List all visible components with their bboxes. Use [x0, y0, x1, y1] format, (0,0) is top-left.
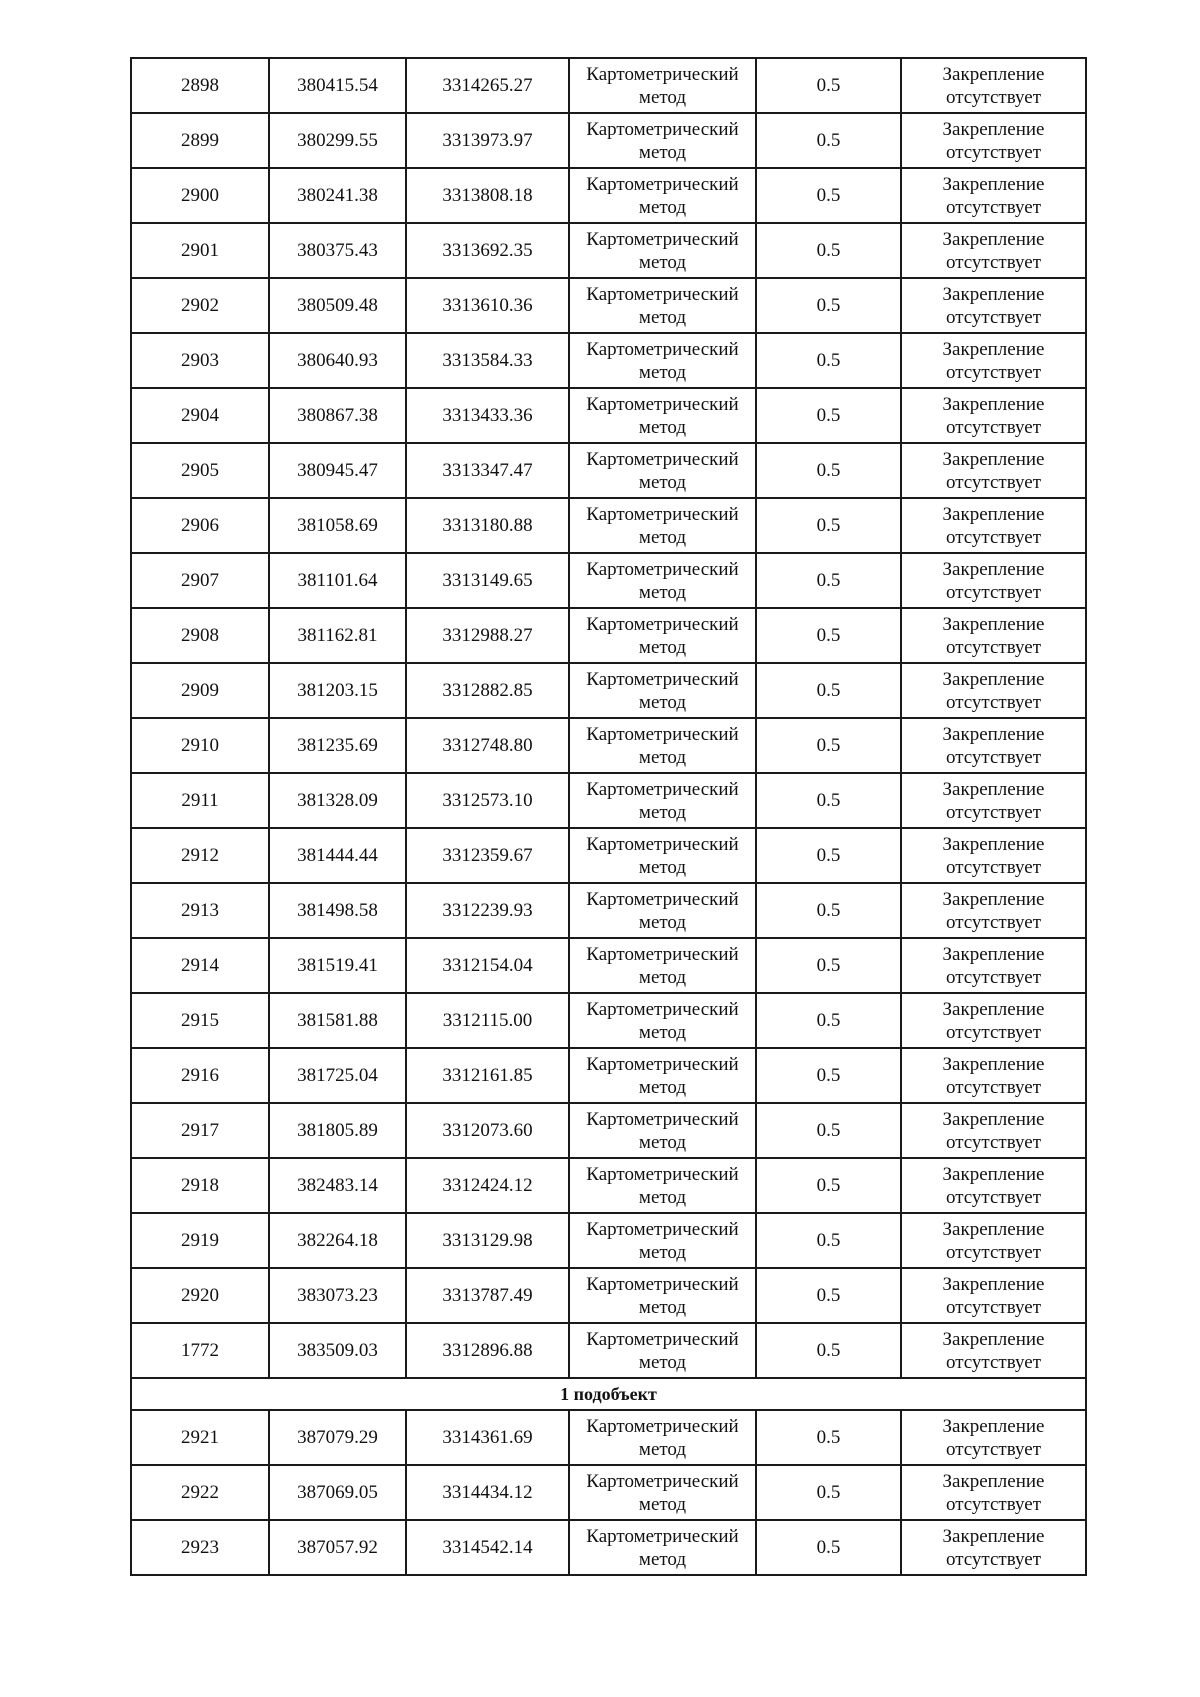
- point-number-cell: 2917: [131, 1103, 269, 1158]
- x-coordinate-cell: 381498.58: [269, 883, 406, 938]
- method-cell: Картометрический метод: [569, 1158, 756, 1213]
- y-coordinate-cell: 3312896.88: [406, 1323, 569, 1378]
- y-coordinate-cell: 3312988.27: [406, 608, 569, 663]
- fixing-cell: Закрепление отсутствует: [901, 168, 1086, 223]
- point-number-cell: 2923: [131, 1520, 269, 1575]
- accuracy-cell: 0.5: [756, 1410, 901, 1465]
- table-row: [131, 1465, 1086, 1520]
- x-coordinate-cell: 381101.64: [269, 553, 406, 608]
- accuracy-cell: 0.5: [756, 883, 901, 938]
- x-coordinate-cell: 381162.81: [269, 608, 406, 663]
- fixing-cell: Закрепление отсутствует: [901, 553, 1086, 608]
- method-cell: Картометрический метод: [569, 773, 756, 828]
- method-cell: Картометрический метод: [569, 1103, 756, 1158]
- table-row: [131, 278, 1086, 333]
- fixing-cell: Закрепление отсутствует: [901, 1268, 1086, 1323]
- x-coordinate-cell: 381725.04: [269, 1048, 406, 1103]
- method-cell: Картометрический метод: [569, 718, 756, 773]
- point-number-cell: 2904: [131, 388, 269, 443]
- y-coordinate-cell: 3313180.88: [406, 498, 569, 553]
- point-number-cell: 2922: [131, 1465, 269, 1520]
- accuracy-cell: 0.5: [756, 1323, 901, 1378]
- y-coordinate-cell: 3312154.04: [406, 938, 569, 993]
- fixing-cell: Закрепление отсутствует: [901, 773, 1086, 828]
- point-number-cell: 2902: [131, 278, 269, 333]
- accuracy-cell: 0.5: [756, 58, 901, 113]
- y-coordinate-cell: 3313129.98: [406, 1213, 569, 1268]
- method-cell: Картометрический метод: [569, 168, 756, 223]
- table-row: [131, 1103, 1086, 1158]
- y-coordinate-cell: 3312359.67: [406, 828, 569, 883]
- x-coordinate-cell: 387057.92: [269, 1520, 406, 1575]
- fixing-cell: Закрепление отсутствует: [901, 498, 1086, 553]
- fixing-cell: Закрепление отсутствует: [901, 1158, 1086, 1213]
- y-coordinate-cell: 3314434.12: [406, 1465, 569, 1520]
- y-coordinate-cell: 3312115.00: [406, 993, 569, 1048]
- y-coordinate-cell: 3313610.36: [406, 278, 569, 333]
- fixing-cell: Закрепление отсутствует: [901, 608, 1086, 663]
- accuracy-cell: 0.5: [756, 828, 901, 883]
- y-coordinate-cell: 3312073.60: [406, 1103, 569, 1158]
- x-coordinate-cell: 380867.38: [269, 388, 406, 443]
- fixing-cell: Закрепление отсутствует: [901, 1410, 1086, 1465]
- y-coordinate-cell: 3312239.93: [406, 883, 569, 938]
- accuracy-cell: 0.5: [756, 993, 901, 1048]
- section-row: [131, 1378, 1086, 1410]
- fixing-cell: Закрепление отсутствует: [901, 333, 1086, 388]
- fixing-cell: Закрепление отсутствует: [901, 663, 1086, 718]
- accuracy-cell: 0.5: [756, 278, 901, 333]
- table-row: [131, 388, 1086, 443]
- fixing-cell: Закрепление отсутствует: [901, 223, 1086, 278]
- table-row: [131, 1268, 1086, 1323]
- table-row: [131, 718, 1086, 773]
- point-number-cell: 2920: [131, 1268, 269, 1323]
- accuracy-cell: 0.5: [756, 1520, 901, 1575]
- table-row: [131, 333, 1086, 388]
- table-row: [131, 443, 1086, 498]
- method-cell: Картометрический метод: [569, 443, 756, 498]
- x-coordinate-cell: 383509.03: [269, 1323, 406, 1378]
- fixing-cell: Закрепление отсутствует: [901, 1465, 1086, 1520]
- point-number-cell: 2905: [131, 443, 269, 498]
- x-coordinate-cell: 381444.44: [269, 828, 406, 883]
- fixing-cell: Закрепление отсутствует: [901, 1048, 1086, 1103]
- accuracy-cell: 0.5: [756, 443, 901, 498]
- coordinates-table: [130, 57, 1087, 1576]
- point-number-cell: 2919: [131, 1213, 269, 1268]
- table-row: [131, 553, 1086, 608]
- method-cell: Картометрический метод: [569, 58, 756, 113]
- accuracy-cell: 0.5: [756, 333, 901, 388]
- accuracy-cell: 0.5: [756, 1103, 901, 1158]
- accuracy-cell: 0.5: [756, 1048, 901, 1103]
- fixing-cell: Закрепление отсутствует: [901, 718, 1086, 773]
- section-title: 1 подобъект: [131, 1378, 1086, 1410]
- fixing-cell: Закрепление отсутствует: [901, 828, 1086, 883]
- x-coordinate-cell: 380299.55: [269, 113, 406, 168]
- point-number-cell: 2901: [131, 223, 269, 278]
- method-cell: Картометрический метод: [569, 608, 756, 663]
- x-coordinate-cell: 381235.69: [269, 718, 406, 773]
- point-number-cell: 2909: [131, 663, 269, 718]
- y-coordinate-cell: 3313787.49: [406, 1268, 569, 1323]
- accuracy-cell: 0.5: [756, 1465, 901, 1520]
- table-row: [131, 1520, 1086, 1575]
- table-row: [131, 168, 1086, 223]
- accuracy-cell: 0.5: [756, 663, 901, 718]
- accuracy-cell: 0.5: [756, 113, 901, 168]
- accuracy-cell: 0.5: [756, 773, 901, 828]
- x-coordinate-cell: 381581.88: [269, 993, 406, 1048]
- point-number-cell: 2916: [131, 1048, 269, 1103]
- point-number-cell: 2921: [131, 1410, 269, 1465]
- method-cell: Картометрический метод: [569, 1465, 756, 1520]
- point-number-cell: 2899: [131, 113, 269, 168]
- table-row: [131, 663, 1086, 718]
- method-cell: Картометрический метод: [569, 498, 756, 553]
- x-coordinate-cell: 380945.47: [269, 443, 406, 498]
- fixing-cell: Закрепление отсутствует: [901, 938, 1086, 993]
- fixing-cell: Закрепление отсутствует: [901, 388, 1086, 443]
- point-number-cell: 2903: [131, 333, 269, 388]
- method-cell: Картометрический метод: [569, 333, 756, 388]
- x-coordinate-cell: 387069.05: [269, 1465, 406, 1520]
- point-number-cell: 2918: [131, 1158, 269, 1213]
- accuracy-cell: 0.5: [756, 498, 901, 553]
- fixing-cell: Закрепление отсутствует: [901, 1323, 1086, 1378]
- method-cell: Картометрический метод: [569, 388, 756, 443]
- method-cell: Картометрический метод: [569, 828, 756, 883]
- table-row: [131, 498, 1086, 553]
- x-coordinate-cell: 381203.15: [269, 663, 406, 718]
- accuracy-cell: 0.5: [756, 1158, 901, 1213]
- method-cell: Картометрический метод: [569, 553, 756, 608]
- accuracy-cell: 0.5: [756, 718, 901, 773]
- x-coordinate-cell: 381805.89: [269, 1103, 406, 1158]
- fixing-cell: Закрепление отсутствует: [901, 1520, 1086, 1575]
- fixing-cell: Закрепление отсутствует: [901, 1103, 1086, 1158]
- y-coordinate-cell: 3312748.80: [406, 718, 569, 773]
- point-number-cell: 2914: [131, 938, 269, 993]
- fixing-cell: Закрепление отсутствует: [901, 1213, 1086, 1268]
- method-cell: Картометрический метод: [569, 223, 756, 278]
- fixing-cell: Закрепление отсутствует: [901, 58, 1086, 113]
- table-row: [131, 1158, 1086, 1213]
- method-cell: Картометрический метод: [569, 1213, 756, 1268]
- method-cell: Картометрический метод: [569, 278, 756, 333]
- table-row: [131, 608, 1086, 663]
- fixing-cell: Закрепление отсутствует: [901, 993, 1086, 1048]
- accuracy-cell: 0.5: [756, 608, 901, 663]
- method-cell: Картометрический метод: [569, 1268, 756, 1323]
- accuracy-cell: 0.5: [756, 168, 901, 223]
- x-coordinate-cell: 380640.93: [269, 333, 406, 388]
- x-coordinate-cell: 380375.43: [269, 223, 406, 278]
- y-coordinate-cell: 3312573.10: [406, 773, 569, 828]
- x-coordinate-cell: 381328.09: [269, 773, 406, 828]
- method-cell: Картометрический метод: [569, 1520, 756, 1575]
- document-page: [130, 57, 1085, 1576]
- x-coordinate-cell: 382264.18: [269, 1213, 406, 1268]
- table-row: [131, 1323, 1086, 1378]
- point-number-cell: 2913: [131, 883, 269, 938]
- table-row: [131, 1213, 1086, 1268]
- point-number-cell: 2912: [131, 828, 269, 883]
- point-number-cell: 2910: [131, 718, 269, 773]
- point-number-cell: 2915: [131, 993, 269, 1048]
- method-cell: Картометрический метод: [569, 1323, 756, 1378]
- x-coordinate-cell: 380415.54: [269, 58, 406, 113]
- point-number-cell: 2900: [131, 168, 269, 223]
- y-coordinate-cell: 3313692.35: [406, 223, 569, 278]
- accuracy-cell: 0.5: [756, 938, 901, 993]
- point-number-cell: 2908: [131, 608, 269, 663]
- method-cell: Картометрический метод: [569, 113, 756, 168]
- fixing-cell: Закрепление отсутствует: [901, 278, 1086, 333]
- y-coordinate-cell: 3312424.12: [406, 1158, 569, 1213]
- accuracy-cell: 0.5: [756, 1213, 901, 1268]
- coordinates-table-body: [131, 58, 1086, 1575]
- x-coordinate-cell: 381058.69: [269, 498, 406, 553]
- method-cell: Картометрический метод: [569, 938, 756, 993]
- table-row: [131, 223, 1086, 278]
- x-coordinate-cell: 381519.41: [269, 938, 406, 993]
- accuracy-cell: 0.5: [756, 223, 901, 278]
- x-coordinate-cell: 383073.23: [269, 1268, 406, 1323]
- y-coordinate-cell: 3314361.69: [406, 1410, 569, 1465]
- point-number-cell: 2906: [131, 498, 269, 553]
- table-row: [131, 113, 1086, 168]
- y-coordinate-cell: 3312882.85: [406, 663, 569, 718]
- y-coordinate-cell: 3313584.33: [406, 333, 569, 388]
- method-cell: Картометрический метод: [569, 1410, 756, 1465]
- x-coordinate-cell: 380241.38: [269, 168, 406, 223]
- y-coordinate-cell: 3314542.14: [406, 1520, 569, 1575]
- fixing-cell: Закрепление отсутствует: [901, 113, 1086, 168]
- accuracy-cell: 0.5: [756, 553, 901, 608]
- fixing-cell: Закрепление отсутствует: [901, 443, 1086, 498]
- point-number-cell: 2911: [131, 773, 269, 828]
- y-coordinate-cell: 3313347.47: [406, 443, 569, 498]
- table-row: [131, 883, 1086, 938]
- point-number-cell: 2898: [131, 58, 269, 113]
- table-row: [131, 938, 1086, 993]
- table-row: [131, 1410, 1086, 1465]
- point-number-cell: 1772: [131, 1323, 269, 1378]
- x-coordinate-cell: 382483.14: [269, 1158, 406, 1213]
- accuracy-cell: 0.5: [756, 388, 901, 443]
- table-row: [131, 828, 1086, 883]
- y-coordinate-cell: 3313808.18: [406, 168, 569, 223]
- y-coordinate-cell: 3312161.85: [406, 1048, 569, 1103]
- y-coordinate-cell: 3313973.97: [406, 113, 569, 168]
- accuracy-cell: 0.5: [756, 1268, 901, 1323]
- table-row: [131, 773, 1086, 828]
- method-cell: Картометрический метод: [569, 1048, 756, 1103]
- x-coordinate-cell: 387079.29: [269, 1410, 406, 1465]
- method-cell: Картометрический метод: [569, 663, 756, 718]
- method-cell: Картометрический метод: [569, 993, 756, 1048]
- table-row: [131, 993, 1086, 1048]
- point-number-cell: 2907: [131, 553, 269, 608]
- y-coordinate-cell: 3314265.27: [406, 58, 569, 113]
- y-coordinate-cell: 3313433.36: [406, 388, 569, 443]
- x-coordinate-cell: 380509.48: [269, 278, 406, 333]
- table-row: [131, 58, 1086, 113]
- fixing-cell: Закрепление отсутствует: [901, 883, 1086, 938]
- method-cell: Картометрический метод: [569, 883, 756, 938]
- table-row: [131, 1048, 1086, 1103]
- y-coordinate-cell: 3313149.65: [406, 553, 569, 608]
